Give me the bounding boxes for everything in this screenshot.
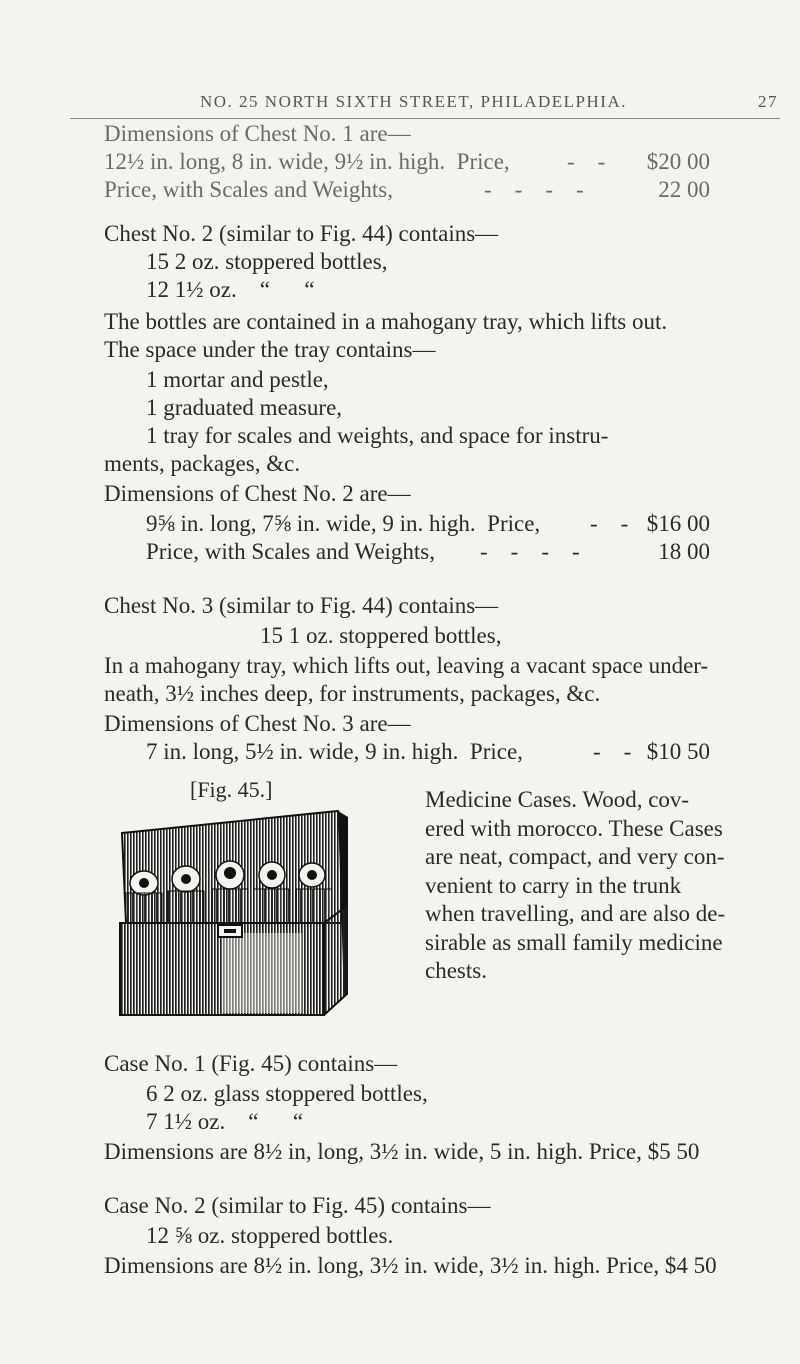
chest1-scales-dashes: - - - - bbox=[484, 177, 584, 202]
medicine-case-illustration bbox=[112, 793, 348, 1033]
figure-caption bbox=[425, 786, 760, 986]
chest2-tray-line2: The space under the tray contains— bbox=[104, 337, 436, 362]
page-number: 27 bbox=[758, 92, 778, 111]
caption-line: ered with morocco. These Cases bbox=[425, 815, 723, 841]
chest1-scales-line: Price, with Scales and Weights, bbox=[104, 177, 394, 202]
chest3-tray-line2: neath, 3½ inches deep, for instruments, packages, &c. bbox=[104, 681, 601, 706]
case1-item2: 7 1½ oz. “ “ bbox=[146, 1109, 304, 1134]
chest3-tray-line1: In a mahogany tray, which lifts out, leaving a vacant space under- bbox=[104, 653, 709, 678]
caption-line: venient to carry in the trunk bbox=[425, 872, 682, 898]
chest2-scales-line: Price, with Scales and Weights, bbox=[146, 539, 436, 564]
chest2-dashes: - - bbox=[590, 511, 629, 536]
figure-label: [Fig. 45.] bbox=[190, 777, 273, 802]
chest2-content1: 1 mortar and pestle, bbox=[146, 367, 329, 392]
chest2-content3b: ments, packages, &c. bbox=[104, 451, 301, 476]
chest3-dims-line: 7 in. long, 5½ in. wide, 9 in. high. Price, bbox=[146, 739, 523, 764]
caption-line: Medicine Cases. Wood, cov- bbox=[425, 787, 690, 812]
caption-line: when travelling, and are also de- bbox=[425, 901, 726, 926]
chest2-price: $16 00 bbox=[646, 511, 710, 536]
chest2-heading: Chest No. 2 (similar to Fig. 44) contains— bbox=[104, 221, 499, 246]
chest1-dashes: - - bbox=[567, 149, 606, 174]
chest1-price: $20 00 bbox=[646, 149, 710, 174]
chest2-item2: 12 1½ oz. “ “ bbox=[146, 277, 315, 302]
chest1-dims-heading: Dimensions of Chest No. 1 are— bbox=[104, 121, 411, 146]
case1-heading: Case No. 1 (Fig. 45) contains— bbox=[104, 1051, 398, 1076]
chest2-scales-dashes: - - - - bbox=[480, 539, 580, 564]
chest2-content3: 1 tray for scales and weights, and space for instru- bbox=[146, 423, 609, 448]
chest2-item1: 15 2 oz. stoppered bottles, bbox=[146, 249, 388, 274]
chest2-dims-line: 9⅝ in. long, 7⅝ in. wide, 9 in. high. Price, bbox=[146, 511, 541, 536]
case1-item1: 6 2 oz. glass stoppered bottles, bbox=[146, 1081, 428, 1106]
caption-line: chests. bbox=[425, 958, 487, 983]
chest3-dims-heading: Dimensions of Chest No. 3 are— bbox=[104, 711, 411, 736]
case2-dims: Dimensions are 8½ in. long, 3½ in. wide, 3½ in. high. Price, $4 50 bbox=[104, 1253, 717, 1278]
chest1-scales-price: 22 00 bbox=[658, 177, 710, 202]
case2-item1: 12 ⅝ oz. stoppered bottles. bbox=[146, 1223, 394, 1248]
chest2-dims-heading: Dimensions of Chest No. 2 are— bbox=[104, 481, 411, 506]
case1-dims: Dimensions are 8½ in, long, 3½ in. wide, 5 in. high. Price, $5 50 bbox=[104, 1139, 700, 1164]
chest2-scales-price: 18 00 bbox=[658, 539, 710, 564]
chest3-price: $10 50 bbox=[646, 739, 710, 764]
chest1-dims-line: 12½ in. long, 8 in. wide, 9½ in. high. Price, bbox=[104, 149, 510, 174]
chest2-tray-line1: The bottles are contained in a mahogany tray, which lifts out. bbox=[104, 309, 668, 334]
chest3-heading: Chest No. 3 (similar to Fig. 44) contains— bbox=[104, 593, 499, 618]
header-rule bbox=[70, 118, 780, 119]
chest3-item1: 15 1 oz. stoppered bottles, bbox=[260, 623, 502, 648]
case2-heading: Case No. 2 (similar to Fig. 45) contains— bbox=[104, 1193, 491, 1218]
caption-line: are neat, compact, and very con- bbox=[425, 844, 725, 869]
running-head: NO. 25 NORTH SIXTH STREET, PHILADELPHIA. bbox=[200, 92, 627, 111]
chest2-content2: 1 graduated measure, bbox=[146, 395, 343, 420]
chest3-dashes: - - bbox=[593, 739, 632, 764]
caption-line: sirable as small family medicine bbox=[425, 929, 723, 955]
